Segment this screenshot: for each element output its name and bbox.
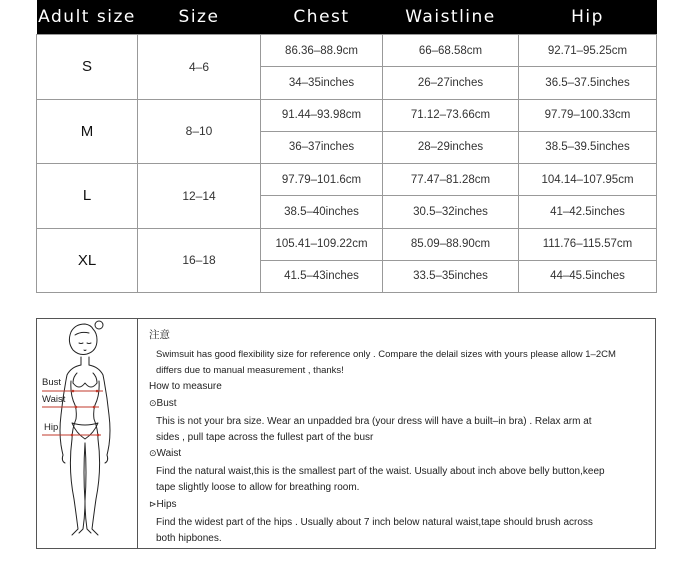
bust-label: Bust: [42, 377, 62, 388]
waist-cm: 77.47–81.28cm: [383, 164, 519, 196]
hip-inches: 41–42.5inches: [519, 196, 657, 228]
chest-inches: 38.5–40inches: [261, 196, 383, 228]
header-adult-size: Adult size: [37, 0, 138, 35]
hip-inches: 38.5–39.5inches: [519, 131, 657, 163]
chest-inches: 41.5–43inches: [261, 260, 383, 292]
triangle-arrow-icon: ⊳: [149, 499, 157, 509]
bust-instruction: sides , pull tape across the fullest part of the busr: [156, 432, 374, 443]
header-size: Size: [138, 0, 261, 35]
hip-cm: 92.71–95.25cm: [519, 35, 657, 67]
header-hip: Hip: [519, 0, 657, 35]
table-row: [37, 99, 657, 131]
chest-inches: 36–37inches: [261, 131, 383, 163]
waist-cm: 85.09–88.90cm: [383, 228, 519, 260]
note-title: 注意: [149, 329, 170, 341]
waist-inches: 28–29inches: [383, 131, 519, 163]
note-line: Swimsuit has good flexibility size for reference only . Compare the delail sizes with yours please allow 1–2CM: [156, 349, 616, 360]
waist-cm: 66–68.58cm: [383, 35, 519, 67]
chest-cm: 86.36–88.9cm: [261, 35, 383, 67]
age-range: 4–6: [138, 35, 261, 100]
table-row: [37, 164, 657, 196]
bust-section-heading: ⊙Bust: [149, 398, 177, 409]
header-waistline: Waistline: [383, 0, 519, 35]
waist-inches: 30.5–32inches: [383, 196, 519, 228]
measure-instructions: [149, 319, 655, 548]
chest-cm: 105.41–109.22cm: [261, 228, 383, 260]
table-header-row: [37, 0, 657, 35]
bust-instruction: This is not your bra size. Wear an unpadded bra (your dress will have a built–in bra) . Relax arm at: [156, 416, 592, 427]
size-label: M: [37, 99, 138, 164]
table-row: [37, 35, 657, 67]
size-chart-table: [36, 0, 657, 293]
chest-cm: 91.44–93.98cm: [261, 99, 383, 131]
body-figure-panel: [37, 319, 138, 548]
waist-instruction: Find the natural waist,this is the smallest part of the waist. Usually about inch above belly button,keep: [156, 466, 605, 477]
age-range: 8–10: [138, 99, 261, 164]
body-outline-illustration: [37, 319, 137, 548]
size-label: XL: [37, 228, 138, 293]
circle-arrow-icon: ⊙: [149, 448, 157, 458]
hips-instruction: both hipbones.: [156, 533, 222, 544]
waist-section-heading: ⊙Waist: [149, 448, 182, 459]
chest-cm: 97.79–101.6cm: [261, 164, 383, 196]
age-range: 16–18: [138, 228, 261, 293]
measure-guide-box: [36, 318, 656, 549]
size-label: S: [37, 35, 138, 100]
hip-label: Hip: [44, 422, 59, 433]
waist-inches: 33.5–35inches: [383, 260, 519, 292]
waist-cm: 71.12–73.66cm: [383, 99, 519, 131]
how-to-measure-heading: How to measure: [149, 381, 222, 392]
waist-instruction: tape slightly loose to allow for breathing room.: [156, 482, 360, 493]
age-range: 12–14: [138, 164, 261, 229]
size-label: L: [37, 164, 138, 229]
hips-section-heading: ⊳Hips: [149, 499, 177, 510]
hip-inches: 36.5–37.5inches: [519, 67, 657, 99]
hips-instruction: Find the widest part of the hips . Usually about 7 inch below natural waist,tape should brush across: [156, 517, 593, 528]
header-chest: Chest: [261, 0, 383, 35]
hip-cm: 111.76–115.57cm: [519, 228, 657, 260]
table-row: [37, 228, 657, 260]
hip-cm: 104.14–107.95cm: [519, 164, 657, 196]
waist-inches: 26–27inches: [383, 67, 519, 99]
hip-inches: 44–45.5inches: [519, 260, 657, 292]
chest-inches: 34–35inches: [261, 67, 383, 99]
note-line: differs due to manual measurement , thanks!: [156, 365, 344, 376]
circle-arrow-icon: ⊙: [149, 398, 157, 408]
waist-label: Waist: [42, 394, 66, 405]
hip-cm: 97.79–100.33cm: [519, 99, 657, 131]
